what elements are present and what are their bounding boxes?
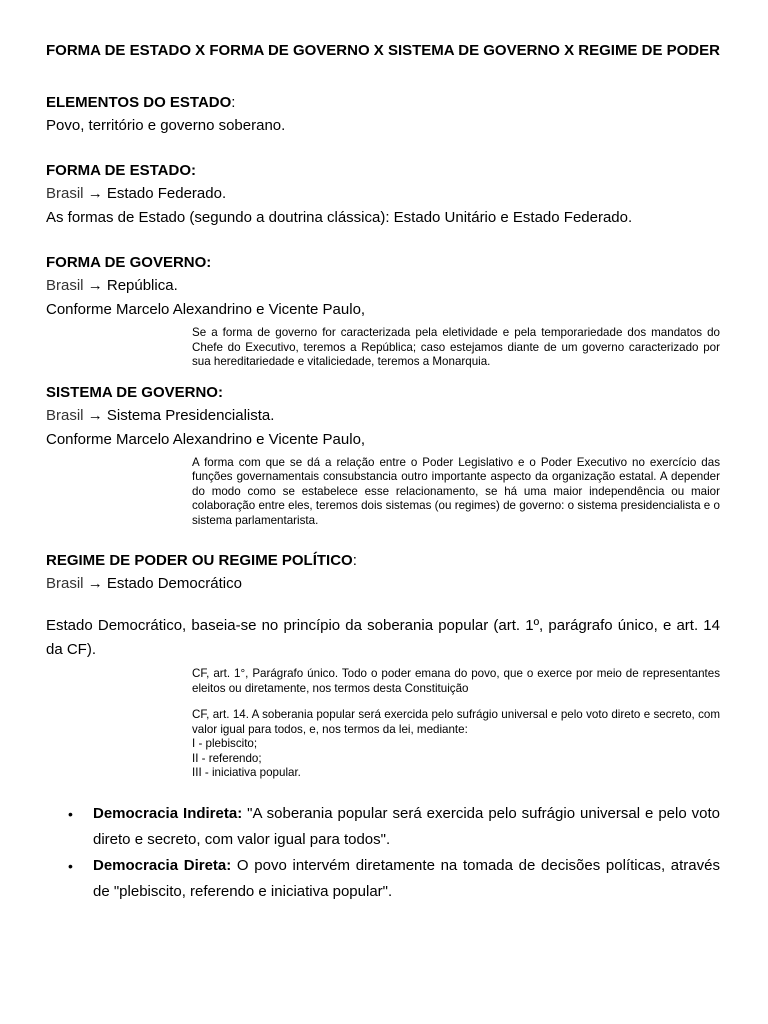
forma-governo-brasil-line	[46, 274, 720, 298]
sistema-governo-value: Sistema Presidencialista.	[106, 406, 275, 424]
regime-value: Estado Democrático	[106, 575, 242, 592]
regime-quote-art14: CF, art. 14. A soberania popular será exercida pelo sufrágio universal e pelo voto direto e secreto, com valor igual para todos, e, nos termos da lei, mediante:	[192, 708, 720, 736]
bullet-icon: •	[68, 857, 73, 874]
brasil-label: Brasil	[46, 185, 84, 202]
elementos-heading-colon: :	[231, 94, 236, 111]
democracia-direta-text: O povo intervém diretamente na tomada de decisões políticas, através de "plebiscito, referendo e iniciativa popular".	[93, 856, 720, 900]
document-title: FORMA DE ESTADO X FORMA DE GOVERNO X SISTEMA DE GOVERNO X REGIME DE PODER	[46, 42, 720, 59]
forma-estado-text: As formas de Estado (segundo a doutrina clássica): Estado Unitário e Estado Federado.	[46, 209, 633, 226]
brasil-label: Brasil	[46, 406, 84, 424]
democracia-indireta-label: Democracia Indireta:	[93, 804, 243, 822]
regime-brasil-line	[46, 572, 720, 596]
arrow-icon: →	[87, 575, 103, 592]
elementos-heading	[46, 92, 720, 114]
forma-estado-heading: FORMA DE ESTADO:	[46, 162, 196, 179]
forma-governo-value: República.	[106, 277, 178, 294]
forma-estado-brasil-line	[46, 182, 720, 206]
democracia-direta-label: Democracia Direta:	[93, 856, 232, 874]
bullet-icon: •	[68, 805, 73, 822]
democracia-indireta-text: "A soberania popular será exercida pelo sufrágio universal e pelo voto direto e secreto, com valor igual para todos".	[93, 804, 721, 848]
forma-governo-conforme: Conforme Marcelo Alexandrino e Vicente Paulo,	[46, 301, 366, 318]
forma-estado-value: Estado Federado.	[106, 185, 227, 202]
list-item-democracia-indireta	[46, 801, 720, 853]
regime-item-plebiscito: I - plebiscito;	[192, 737, 258, 750]
regime-heading-text: REGIME DE PODER OU REGIME POLÍTICO	[46, 552, 353, 569]
forma-governo-heading: FORMA DE GOVERNO:	[46, 254, 212, 271]
sistema-governo-quote: A forma com que se dá a relação entre o Poder Legislativo e o Poder Executivo no exercício das funções governamentais consubstancia outro importante aspecto da organização estatal. A depender do modo como se estabelece esse relacionamento, se há uma maior independência ou maior colaboração entre eles, teremos dois sistemas (ou regimes) de governo: o sistema presidencialista e o sistema parlamentarista.	[192, 455, 720, 527]
regime-text: Estado Democrático, baseia-se no princípio da soberania popular (art. 1º, parágrafo único, e art. 14 da CF).	[46, 617, 720, 658]
elementos-heading-text: ELEMENTOS DO ESTADO	[46, 94, 232, 111]
brasil-label: Brasil	[46, 277, 84, 294]
sistema-governo-heading: SISTEMA DE GOVERNO:	[46, 383, 223, 401]
regime-heading	[46, 550, 720, 572]
brasil-label: Brasil	[46, 575, 84, 592]
sistema-governo-brasil-line	[46, 404, 720, 428]
elementos-text: Povo, território e governo soberano.	[46, 117, 286, 134]
arrow-icon: →	[87, 185, 103, 202]
arrow-icon: →	[87, 277, 103, 294]
list-item-democracia-direta	[46, 853, 720, 905]
arrow-icon: →	[87, 406, 103, 424]
sistema-governo-conforme: Conforme Marcelo Alexandrino e Vicente Paulo,	[46, 430, 366, 448]
regime-item-referendo: II - referendo;	[192, 751, 262, 765]
regime-heading-colon: :	[352, 552, 357, 569]
forma-governo-quote: Se a forma de governo for caracterizada pela eletividade e pela temporariedade dos mandatos do Chefe do Executivo, teremos a República; caso estejamos diante de um governo caracterizado por sua hereditariedade e vitaliciedade, teremos a Monarquia.	[192, 326, 720, 368]
democracy-list	[46, 801, 720, 905]
regime-quote-art1: CF, art. 1°, Parágrafo único. Todo o poder emana do povo, que o exerce por meio de representantes eleitos ou diretamente, nos termos desta Constituição	[192, 667, 720, 695]
regime-item-iniciativa: III - iniciativa popular.	[192, 766, 301, 779]
document-page	[46, 38, 720, 905]
